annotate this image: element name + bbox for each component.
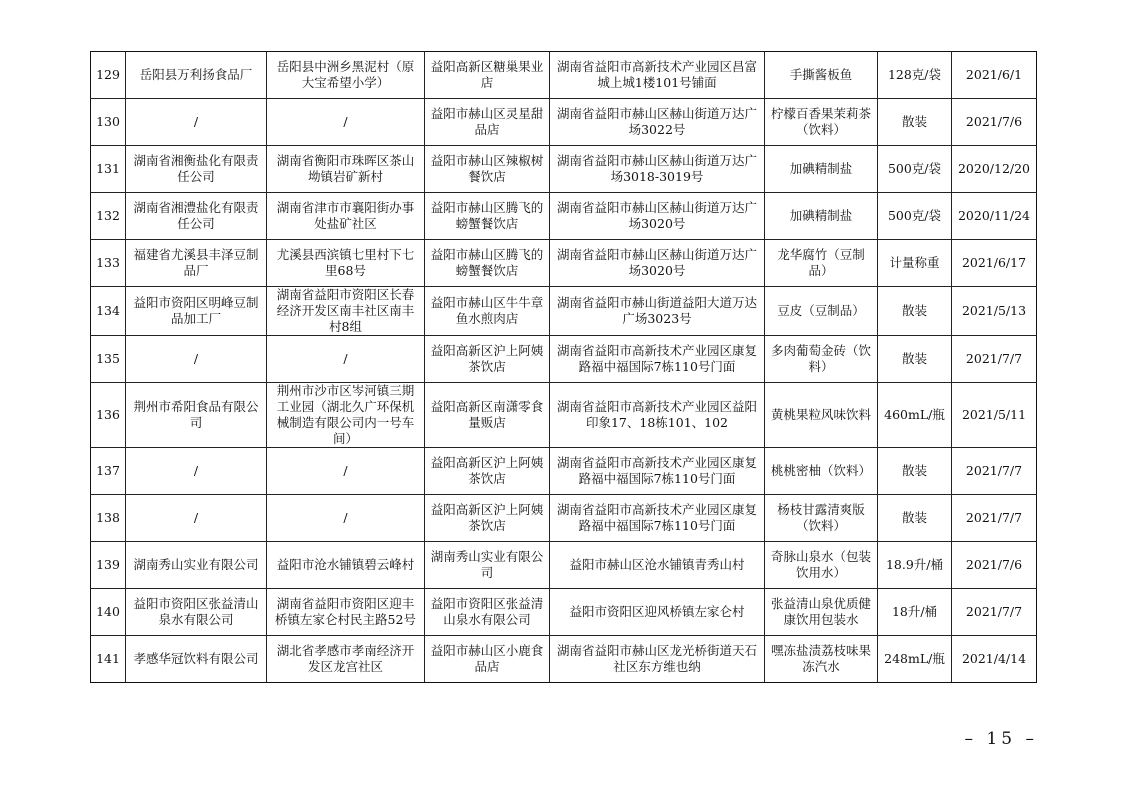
table-row — [91, 52, 1037, 99]
cell-serial-number: 131 — [91, 146, 126, 193]
cell-serial-number: 137 — [91, 448, 126, 495]
cell-seller-address: 湖南省益阳市赫山区赫山街道万达广场3022号 — [550, 99, 765, 146]
cell-specification: 18.9升/桶 — [878, 542, 952, 589]
cell-producer-address: 湖南省益阳市资阳区迎丰桥镇左家仑村民主路52号 — [267, 589, 425, 636]
cell-producer-address: 湖南省衡阳市珠晖区茶山坳镇岩矿新村 — [267, 146, 425, 193]
cell-serial-number: 130 — [91, 99, 126, 146]
cell-specification: 散装 — [878, 448, 952, 495]
cell-seller-address: 湖南省益阳市高新技术产业园区康复路福中福国际7栋110号门面 — [550, 448, 765, 495]
cell-seller-name: 益阳高新区糖巢果业店 — [425, 52, 550, 99]
cell-producer-name: 孝感华冠饮料有限公司 — [126, 636, 267, 683]
cell-seller-address: 湖南省益阳市高新技术产业园区康复路福中福国际7栋110号门面 — [550, 495, 765, 542]
cell-product-name: 柠檬百香果茉莉茶（饮料） — [765, 99, 878, 146]
cell-serial-number: 140 — [91, 589, 126, 636]
table-row — [91, 336, 1037, 383]
cell-production-date: 2021/7/6 — [952, 542, 1037, 589]
cell-producer-address: 岳阳县中洲乡黑泥村（原大宝希望小学） — [267, 52, 425, 99]
cell-seller-name: 益阳市赫山区牛牛章鱼水煎肉店 — [425, 287, 550, 336]
cell-product-name: 张益清山泉优质健康饮用包装水 — [765, 589, 878, 636]
cell-product-name: 加碘精制盐 — [765, 193, 878, 240]
cell-product-name: 豆皮（豆制品） — [765, 287, 878, 336]
cell-producer-name: 湖南秀山实业有限公司 — [126, 542, 267, 589]
cell-producer-name: / — [126, 495, 267, 542]
cell-seller-address: 湖南省益阳市高新技术产业园区益阳印象17、18栋101、102 — [550, 383, 765, 448]
cell-seller-address: 益阳市资阳区迎风桥镇左家仑村 — [550, 589, 765, 636]
cell-production-date: 2021/6/17 — [952, 240, 1037, 287]
cell-producer-address: 湖南省益阳市资阳区长春经济开发区南丰社区南丰村8组 — [267, 287, 425, 336]
cell-seller-address: 湖南省益阳市高新技术产业园区康复路福中福国际7栋110号门面 — [550, 336, 765, 383]
table-row — [91, 240, 1037, 287]
cell-seller-name: 益阳市赫山区腾飞的螃蟹餐饮店 — [425, 193, 550, 240]
cell-producer-name: / — [126, 448, 267, 495]
cell-product-name: 桃桃密柚（饮料） — [765, 448, 878, 495]
table-row — [91, 193, 1037, 240]
cell-product-name: 黄桃果粒风味饮料 — [765, 383, 878, 448]
cell-producer-name: 岳阳县万利扬食品厂 — [126, 52, 267, 99]
cell-seller-address: 湖南省益阳市赫山区赫山街道万达广场3020号 — [550, 193, 765, 240]
table-row — [91, 287, 1037, 336]
cell-product-name: 嘿冻盐渍荔枝味果冻汽水 — [765, 636, 878, 683]
cell-specification: 散装 — [878, 495, 952, 542]
cell-specification: 18升/桶 — [878, 589, 952, 636]
cell-product-name: 手撕酱板鱼 — [765, 52, 878, 99]
cell-producer-name: 湖南省湘澧盐化有限责任公司 — [126, 193, 267, 240]
cell-production-date: 2021/4/14 — [952, 636, 1037, 683]
cell-producer-address: / — [267, 336, 425, 383]
cell-specification: 248mL/瓶 — [878, 636, 952, 683]
cell-specification: 散装 — [878, 287, 952, 336]
table-row — [91, 383, 1037, 448]
sampling-results-table — [90, 51, 1037, 683]
cell-producer-address: / — [267, 99, 425, 146]
cell-specification: 128克/袋 — [878, 52, 952, 99]
cell-producer-address: 益阳市沧水铺镇碧云峰村 — [267, 542, 425, 589]
table-row — [91, 99, 1037, 146]
cell-specification: 计量称重 — [878, 240, 952, 287]
cell-production-date: 2021/6/1 — [952, 52, 1037, 99]
cell-product-name: 杨枝甘露清爽版（饮料） — [765, 495, 878, 542]
cell-producer-address: 荆州市沙市区岑河镇三期工业园（湖北久广环保机械制造有限公司内一号车间） — [267, 383, 425, 448]
cell-production-date: 2021/7/7 — [952, 495, 1037, 542]
cell-production-date: 2021/7/6 — [952, 99, 1037, 146]
cell-producer-address: 尤溪县西滨镇七里村下七里68号 — [267, 240, 425, 287]
cell-producer-name: 荆州市希阳食品有限公司 — [126, 383, 267, 448]
cell-seller-address: 益阳市赫山区沧水铺镇青秀山村 — [550, 542, 765, 589]
cell-specification: 460mL/瓶 — [878, 383, 952, 448]
cell-production-date: 2021/7/7 — [952, 336, 1037, 383]
cell-seller-name: 益阳市资阳区张益清山泉水有限公司 — [425, 589, 550, 636]
cell-production-date: 2020/11/24 — [952, 193, 1037, 240]
cell-serial-number: 132 — [91, 193, 126, 240]
cell-producer-address: 湖南省津市市襄阳街办事处盐矿社区 — [267, 193, 425, 240]
cell-production-date: 2021/7/7 — [952, 448, 1037, 495]
table-row — [91, 146, 1037, 193]
cell-producer-name: / — [126, 336, 267, 383]
cell-seller-address: 湖南省益阳市赫山区龙光桥街道天石社区东方维也纳 — [550, 636, 765, 683]
cell-seller-name: 益阳高新区沪上阿姨茶饮店 — [425, 336, 550, 383]
cell-producer-address: 湖北省孝感市孝南经济开发区龙宫社区 — [267, 636, 425, 683]
table-body — [91, 52, 1037, 683]
cell-serial-number: 138 — [91, 495, 126, 542]
cell-seller-name: 湖南秀山实业有限公司 — [425, 542, 550, 589]
cell-seller-address: 湖南省益阳市高新技术产业园区昌富城上城1楼101号铺面 — [550, 52, 765, 99]
cell-product-name: 奇脉山泉水（包装饮用水） — [765, 542, 878, 589]
cell-product-name: 龙华腐竹（豆制品） — [765, 240, 878, 287]
cell-producer-address: / — [267, 495, 425, 542]
cell-producer-name: 福建省尤溪县丰泽豆制品厂 — [126, 240, 267, 287]
cell-seller-name: 益阳市赫山区灵星甜品店 — [425, 99, 550, 146]
cell-production-date: 2020/12/20 — [952, 146, 1037, 193]
cell-specification: 散装 — [878, 99, 952, 146]
cell-producer-address: / — [267, 448, 425, 495]
table-row — [91, 542, 1037, 589]
cell-serial-number: 129 — [91, 52, 126, 99]
cell-seller-address: 湖南省益阳市赫山区赫山街道万达广场3018-3019号 — [550, 146, 765, 193]
cell-production-date: 2021/5/13 — [952, 287, 1037, 336]
cell-seller-name: 益阳市赫山区小鹿食品店 — [425, 636, 550, 683]
cell-seller-address: 湖南省益阳市赫山街道益阳大道万达广场3023号 — [550, 287, 765, 336]
cell-seller-name: 益阳高新区沪上阿姨茶饮店 — [425, 448, 550, 495]
cell-serial-number: 139 — [91, 542, 126, 589]
cell-specification: 500克/袋 — [878, 146, 952, 193]
cell-serial-number: 134 — [91, 287, 126, 336]
cell-product-name: 多肉葡萄金砖（饮料） — [765, 336, 878, 383]
cell-production-date: 2021/7/7 — [952, 589, 1037, 636]
table-row — [91, 636, 1037, 683]
cell-seller-address: 湖南省益阳市赫山区赫山街道万达广场3020号 — [550, 240, 765, 287]
cell-serial-number: 136 — [91, 383, 126, 448]
cell-seller-name: 益阳高新区南潇零食量贩店 — [425, 383, 550, 448]
table-row — [91, 589, 1037, 636]
cell-product-name: 加碘精制盐 — [765, 146, 878, 193]
cell-producer-name: 湖南省湘衡盐化有限责任公司 — [126, 146, 267, 193]
cell-serial-number: 133 — [91, 240, 126, 287]
cell-production-date: 2021/5/11 — [952, 383, 1037, 448]
table-row — [91, 495, 1037, 542]
cell-producer-name: / — [126, 99, 267, 146]
cell-specification: 500克/袋 — [878, 193, 952, 240]
cell-serial-number: 135 — [91, 336, 126, 383]
cell-serial-number: 141 — [91, 636, 126, 683]
cell-producer-name: 益阳市资阳区张益清山泉水有限公司 — [126, 589, 267, 636]
cell-seller-name: 益阳高新区沪上阿姨茶饮店 — [425, 495, 550, 542]
cell-seller-name: 益阳市赫山区腾飞的螃蟹餐饮店 — [425, 240, 550, 287]
table-row — [91, 448, 1037, 495]
cell-producer-name: 益阳市资阳区明峰豆制品加工厂 — [126, 287, 267, 336]
page-number: – 15 – — [964, 729, 1038, 749]
cell-specification: 散装 — [878, 336, 952, 383]
cell-seller-name: 益阳市赫山区辣椒树餐饮店 — [425, 146, 550, 193]
